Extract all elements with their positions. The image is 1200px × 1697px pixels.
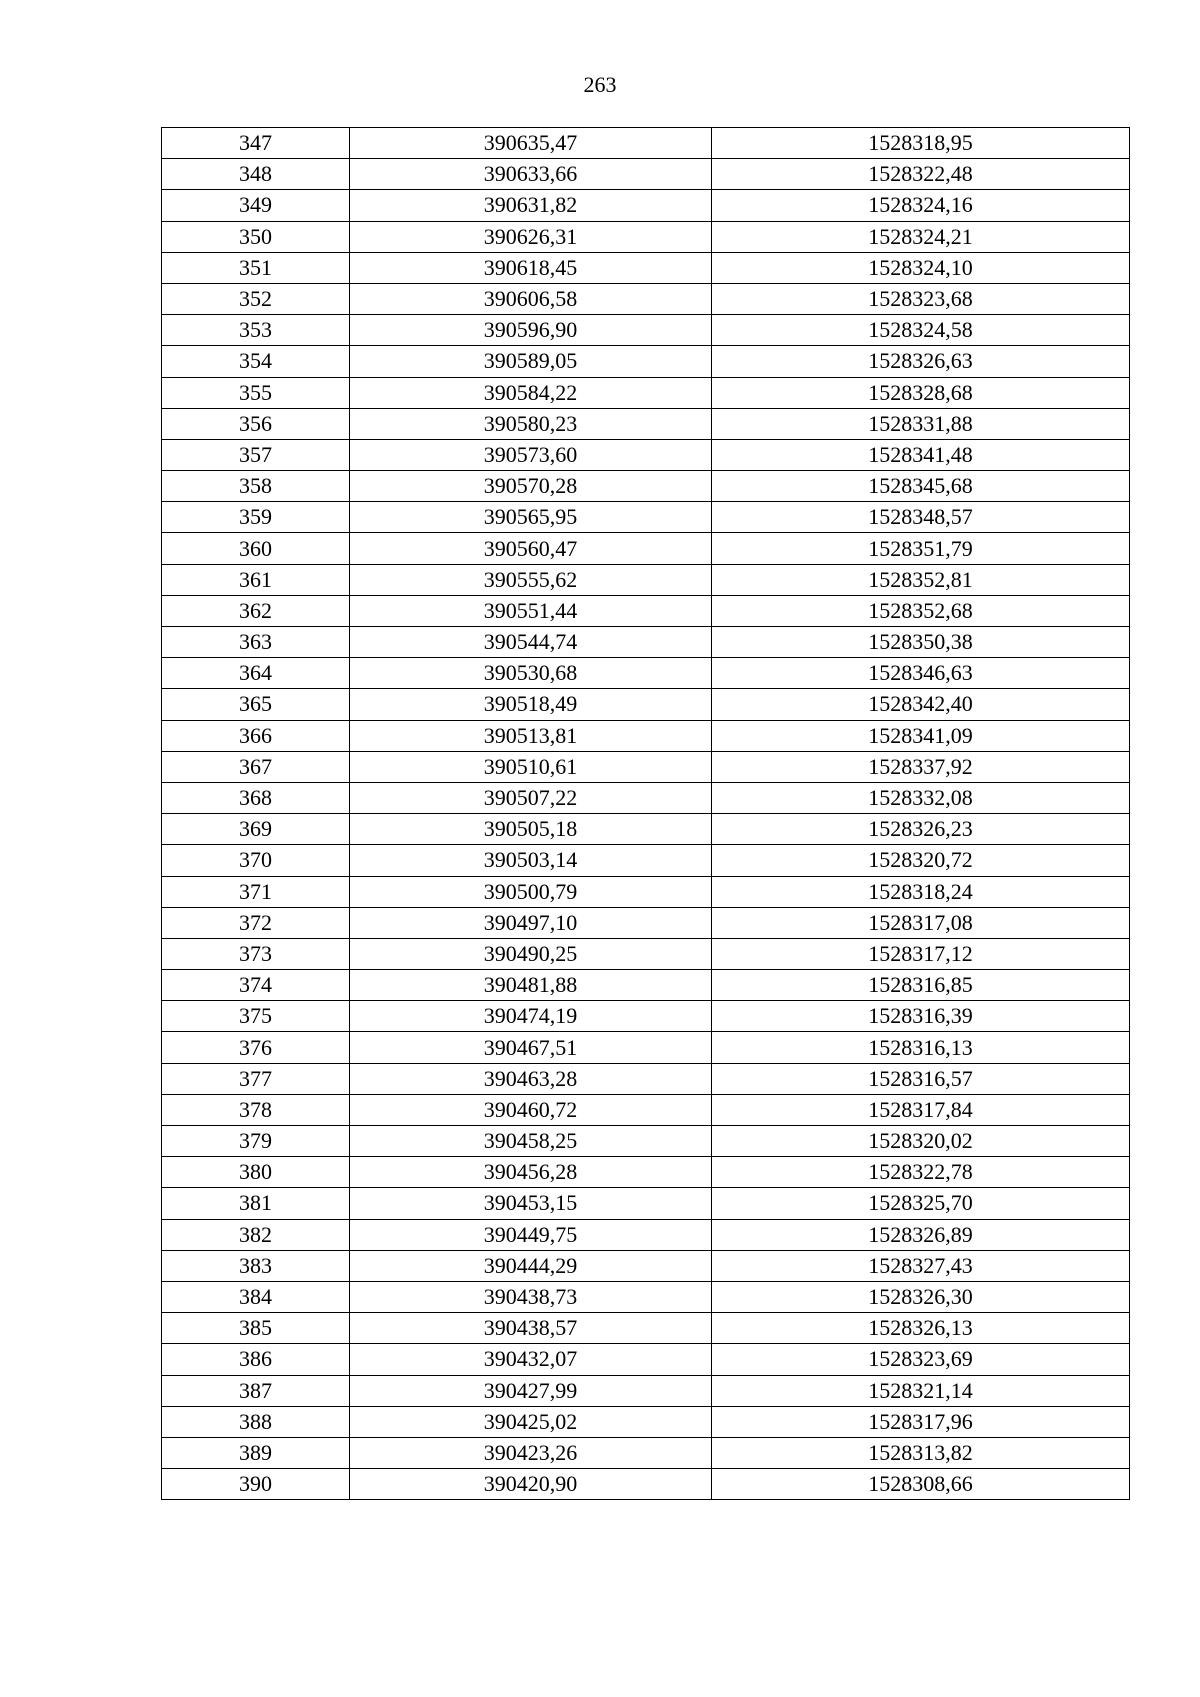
y-coordinate-cell: 1528317,84 (712, 1094, 1130, 1125)
point-number-cell: 382 (162, 1219, 350, 1250)
y-coordinate-cell: 1528318,24 (712, 876, 1130, 907)
table-row (162, 595, 1130, 626)
y-coordinate-cell: 1528352,81 (712, 564, 1130, 595)
point-number-cell: 370 (162, 845, 350, 876)
table-row (162, 159, 1130, 190)
point-number-cell: 355 (162, 377, 350, 408)
table-row (162, 970, 1130, 1001)
table-row (162, 1250, 1130, 1281)
x-coordinate-cell: 390481,88 (350, 970, 712, 1001)
y-coordinate-cell: 1528320,02 (712, 1126, 1130, 1157)
table-row (162, 471, 1130, 502)
point-number-cell: 356 (162, 408, 350, 439)
table-row (162, 1437, 1130, 1468)
x-coordinate-cell: 390458,25 (350, 1126, 712, 1157)
table-row (162, 128, 1130, 159)
table-row (162, 1281, 1130, 1312)
x-coordinate-cell: 390589,05 (350, 346, 712, 377)
x-coordinate-cell: 390432,07 (350, 1344, 712, 1375)
x-coordinate-cell: 390551,44 (350, 595, 712, 626)
table-row (162, 627, 1130, 658)
point-number-cell: 367 (162, 751, 350, 782)
y-coordinate-cell: 1528348,57 (712, 502, 1130, 533)
point-number-cell: 349 (162, 190, 350, 221)
table-row (162, 938, 1130, 969)
point-number-cell: 362 (162, 595, 350, 626)
y-coordinate-cell: 1528317,12 (712, 938, 1130, 969)
y-coordinate-cell: 1528324,58 (712, 315, 1130, 346)
table-row (162, 689, 1130, 720)
x-coordinate-cell: 390606,58 (350, 283, 712, 314)
table-row (162, 283, 1130, 314)
y-coordinate-cell: 1528308,66 (712, 1469, 1130, 1500)
table-row (162, 1126, 1130, 1157)
x-coordinate-cell: 390580,23 (350, 408, 712, 439)
table-row (162, 564, 1130, 595)
table-row (162, 190, 1130, 221)
x-coordinate-cell: 390423,26 (350, 1437, 712, 1468)
x-coordinate-cell: 390530,68 (350, 658, 712, 689)
point-number-cell: 368 (162, 782, 350, 813)
table-row (162, 439, 1130, 470)
point-number-cell: 366 (162, 720, 350, 751)
y-coordinate-cell: 1528324,21 (712, 221, 1130, 252)
y-coordinate-cell: 1528341,09 (712, 720, 1130, 751)
table-row (162, 1001, 1130, 1032)
x-coordinate-cell: 390438,73 (350, 1281, 712, 1312)
point-number-cell: 378 (162, 1094, 350, 1125)
point-number-cell: 374 (162, 970, 350, 1001)
table-row (162, 1313, 1130, 1344)
y-coordinate-cell: 1528324,10 (712, 252, 1130, 283)
x-coordinate-cell: 390633,66 (350, 159, 712, 190)
point-number-cell: 373 (162, 938, 350, 969)
y-coordinate-cell: 1528327,43 (712, 1250, 1130, 1281)
y-coordinate-cell: 1528345,68 (712, 471, 1130, 502)
y-coordinate-cell: 1528322,48 (712, 159, 1130, 190)
x-coordinate-cell: 390427,99 (350, 1375, 712, 1406)
x-coordinate-cell: 390513,81 (350, 720, 712, 751)
point-number-cell: 375 (162, 1001, 350, 1032)
point-number-cell: 359 (162, 502, 350, 533)
y-coordinate-cell: 1528317,08 (712, 907, 1130, 938)
coordinates-table-body (162, 128, 1130, 1500)
x-coordinate-cell: 390635,47 (350, 128, 712, 159)
point-number-cell: 385 (162, 1313, 350, 1344)
point-number-cell: 389 (162, 1437, 350, 1468)
point-number-cell: 353 (162, 315, 350, 346)
point-number-cell: 348 (162, 159, 350, 190)
x-coordinate-cell: 390490,25 (350, 938, 712, 969)
point-number-cell: 380 (162, 1157, 350, 1188)
point-number-cell: 360 (162, 533, 350, 564)
table-row (162, 533, 1130, 564)
page-number: 263 (583, 72, 617, 97)
point-number-cell: 347 (162, 128, 350, 159)
table-row (162, 346, 1130, 377)
y-coordinate-cell: 1528323,68 (712, 283, 1130, 314)
y-coordinate-cell: 1528320,72 (712, 845, 1130, 876)
x-coordinate-cell: 390497,10 (350, 907, 712, 938)
table-row (162, 1469, 1130, 1500)
point-number-cell: 387 (162, 1375, 350, 1406)
x-coordinate-cell: 390444,29 (350, 1250, 712, 1281)
table-row (162, 658, 1130, 689)
table-row (162, 782, 1130, 813)
table-row (162, 1344, 1130, 1375)
x-coordinate-cell: 390420,90 (350, 1469, 712, 1500)
point-number-cell: 361 (162, 564, 350, 595)
x-coordinate-cell: 390449,75 (350, 1219, 712, 1250)
y-coordinate-cell: 1528332,08 (712, 782, 1130, 813)
point-number-cell: 350 (162, 221, 350, 252)
point-number-cell: 383 (162, 1250, 350, 1281)
x-coordinate-cell: 390460,72 (350, 1094, 712, 1125)
y-coordinate-cell: 1528313,82 (712, 1437, 1130, 1468)
point-number-cell: 381 (162, 1188, 350, 1219)
y-coordinate-cell: 1528352,68 (712, 595, 1130, 626)
table-row (162, 502, 1130, 533)
y-coordinate-cell: 1528326,30 (712, 1281, 1130, 1312)
point-number-cell: 376 (162, 1032, 350, 1063)
y-coordinate-cell: 1528324,16 (712, 190, 1130, 221)
x-coordinate-cell: 390544,74 (350, 627, 712, 658)
x-coordinate-cell: 390500,79 (350, 876, 712, 907)
x-coordinate-cell: 390618,45 (350, 252, 712, 283)
y-coordinate-cell: 1528316,57 (712, 1063, 1130, 1094)
table-row (162, 1032, 1130, 1063)
y-coordinate-cell: 1528346,63 (712, 658, 1130, 689)
x-coordinate-cell: 390438,57 (350, 1313, 712, 1344)
table-row (162, 845, 1130, 876)
x-coordinate-cell: 390573,60 (350, 439, 712, 470)
y-coordinate-cell: 1528318,95 (712, 128, 1130, 159)
y-coordinate-cell: 1528321,14 (712, 1375, 1130, 1406)
point-number-cell: 351 (162, 252, 350, 283)
x-coordinate-cell: 390463,28 (350, 1063, 712, 1094)
point-number-cell: 377 (162, 1063, 350, 1094)
x-coordinate-cell: 390507,22 (350, 782, 712, 813)
x-coordinate-cell: 390510,61 (350, 751, 712, 782)
table-row (162, 1063, 1130, 1094)
point-number-cell: 369 (162, 814, 350, 845)
x-coordinate-cell: 390626,31 (350, 221, 712, 252)
y-coordinate-cell: 1528326,89 (712, 1219, 1130, 1250)
point-number-cell: 379 (162, 1126, 350, 1157)
y-coordinate-cell: 1528326,13 (712, 1313, 1130, 1344)
table-row (162, 315, 1130, 346)
point-number-cell: 388 (162, 1406, 350, 1437)
y-coordinate-cell: 1528326,23 (712, 814, 1130, 845)
point-number-cell: 390 (162, 1469, 350, 1500)
point-number-cell: 354 (162, 346, 350, 377)
x-coordinate-cell: 390565,95 (350, 502, 712, 533)
y-coordinate-cell: 1528323,69 (712, 1344, 1130, 1375)
point-number-cell: 358 (162, 471, 350, 502)
point-number-cell: 352 (162, 283, 350, 314)
table-row (162, 1219, 1130, 1250)
x-coordinate-cell: 390453,15 (350, 1188, 712, 1219)
y-coordinate-cell: 1528342,40 (712, 689, 1130, 720)
table-row (162, 1188, 1130, 1219)
point-number-cell: 372 (162, 907, 350, 938)
x-coordinate-cell: 390505,18 (350, 814, 712, 845)
table-row (162, 1406, 1130, 1437)
x-coordinate-cell: 390570,28 (350, 471, 712, 502)
x-coordinate-cell: 390425,02 (350, 1406, 712, 1437)
table-row (162, 221, 1130, 252)
x-coordinate-cell: 390560,47 (350, 533, 712, 564)
x-coordinate-cell: 390555,62 (350, 564, 712, 595)
table-row (162, 408, 1130, 439)
x-coordinate-cell: 390456,28 (350, 1157, 712, 1188)
y-coordinate-cell: 1528316,39 (712, 1001, 1130, 1032)
y-coordinate-cell: 1528325,70 (712, 1188, 1130, 1219)
point-number-cell: 365 (162, 689, 350, 720)
y-coordinate-cell: 1528316,13 (712, 1032, 1130, 1063)
table-row (162, 1094, 1130, 1125)
y-coordinate-cell: 1528337,92 (712, 751, 1130, 782)
table-row (162, 377, 1130, 408)
x-coordinate-cell: 390503,14 (350, 845, 712, 876)
point-number-cell: 386 (162, 1344, 350, 1375)
y-coordinate-cell: 1528322,78 (712, 1157, 1130, 1188)
y-coordinate-cell: 1528317,96 (712, 1406, 1130, 1437)
table-row (162, 1157, 1130, 1188)
point-number-cell: 364 (162, 658, 350, 689)
table-row (162, 1375, 1130, 1406)
x-coordinate-cell: 390467,51 (350, 1032, 712, 1063)
y-coordinate-cell: 1528341,48 (712, 439, 1130, 470)
x-coordinate-cell: 390474,19 (350, 1001, 712, 1032)
table-row (162, 907, 1130, 938)
table-row (162, 252, 1130, 283)
table-row (162, 720, 1130, 751)
y-coordinate-cell: 1528326,63 (712, 346, 1130, 377)
table-row (162, 814, 1130, 845)
y-coordinate-cell: 1528350,38 (712, 627, 1130, 658)
point-number-cell: 371 (162, 876, 350, 907)
table-row (162, 876, 1130, 907)
x-coordinate-cell: 390631,82 (350, 190, 712, 221)
y-coordinate-cell: 1528351,79 (712, 533, 1130, 564)
x-coordinate-cell: 390584,22 (350, 377, 712, 408)
table-row (162, 751, 1130, 782)
x-coordinate-cell: 390518,49 (350, 689, 712, 720)
point-number-cell: 384 (162, 1281, 350, 1312)
y-coordinate-cell: 1528328,68 (712, 377, 1130, 408)
y-coordinate-cell: 1528331,88 (712, 408, 1130, 439)
point-number-cell: 363 (162, 627, 350, 658)
point-number-cell: 357 (162, 439, 350, 470)
coordinates-table (161, 127, 1130, 1500)
x-coordinate-cell: 390596,90 (350, 315, 712, 346)
y-coordinate-cell: 1528316,85 (712, 970, 1130, 1001)
